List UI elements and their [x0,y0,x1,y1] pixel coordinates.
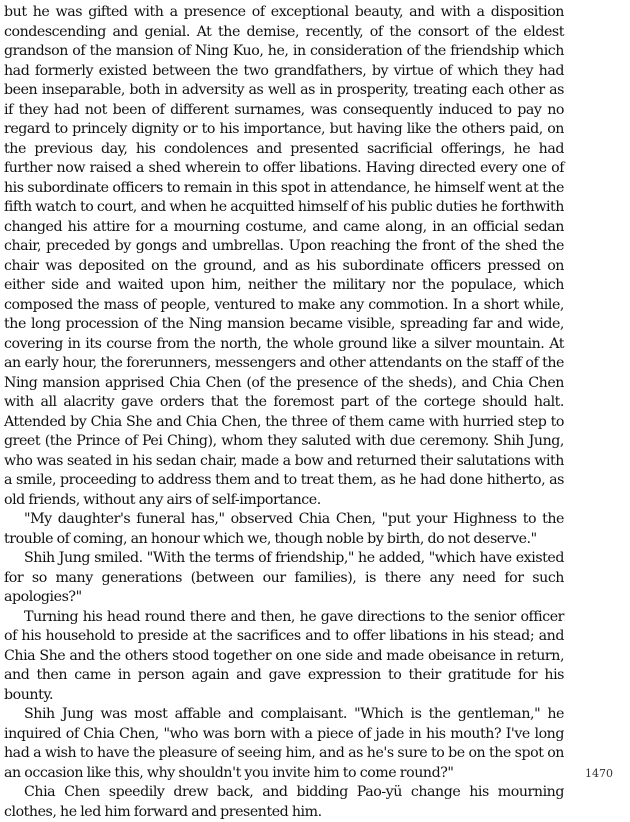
paragraph: but he was gifted with a presence of exceptional beauty, and with a disposition condescending and genial. At the demise, recently, of the consort of the eldest grandson of the mansion of Ning Kuo, he, in consideration of the friendship which had formerly existed between the two grandfathers, by virtue of which they had been inseparable, both in adversity as well as in prosperity, treating each other as if they had not been of different surnames, was consequently induced to pay no regard to princely dignity or to his importance, but having like the others paid, on the previous day, his condolences and presented sacrificial offerings, he had further now raised a shed wherein to offer libations. Having directed every one of his subordinate officers to remain in this spot in attendance, he himself went at the fifth watch to court, and when he acquitted himself of his public duties he forthwith changed his attire for a mourning costume, and came along, in an official sedan chair, preceded by gongs and umbrellas. Upon reaching the front of the shed the chair was deposited on the ground, and as his subordinate officers pressed on either side and waited upon him, neither the military nor the populace, which composed the mass of people, ventured to make any commotion. In a short while, the long procession of the Ning mansion became visible, spreading far and wide, covering in its course from the north, the whole ground like a silver mountain. At an early hour, the forerunners, messengers and other attendants on the staff of the Ning mansion apprised Chia Chen (of the presence of the sheds), and Chia Chen with all alacrity gave orders that the foremost part of the cortege should halt. Attended by Chia She and Chia Chen, the three of them came with hurried step to greet (the Prince of Pei Ching), whom they saluted with due ceremony. Shih Jung, who was seated in his sedan chair, made a bow and returned their salutations with a smile, proceeding to address them and to treat them, as he had done hitherto, as old friends, without any airs of self-importance. [4,4,564,508]
page-number: 1470 [585,767,613,780]
paragraph: Chia Chen speedily drew back, and bidding Pao-yü change his mourning clothes, he led him forward and presented him. [4,784,564,820]
paragraph: Shih Jung smiled. "With the terms of friendship," he added, "which have existed for so many generations (between our families), is there any need for such apologies?" [4,550,564,605]
body-text [4,3,564,822]
paragraph: Shih Jung was most affable and complaisant. "Which is the gentleman," he inquired of Chia Chen, "who was born with a piece of jade in his mouth? I've long had a wish to have the pleasure of seeing him, and as he's sure to be on the spot on an occasion like this, why shouldn't you invite him to come round?" [4,706,564,781]
paragraph: "My daughter's funeral has," observed Chia Chen, "put your Highness to the trouble of coming, an honour which we, though noble by birth, do not deserve." [4,511,564,547]
paragraph: Turning his head round there and then, he gave directions to the senior officer of his household to preside at the sacrifices and to offer libations in his stead; and Chia She and the others stood together on one side and made obeisance in return, and then came in person again and gave expression to their gratitude for his bounty. [4,608,564,703]
